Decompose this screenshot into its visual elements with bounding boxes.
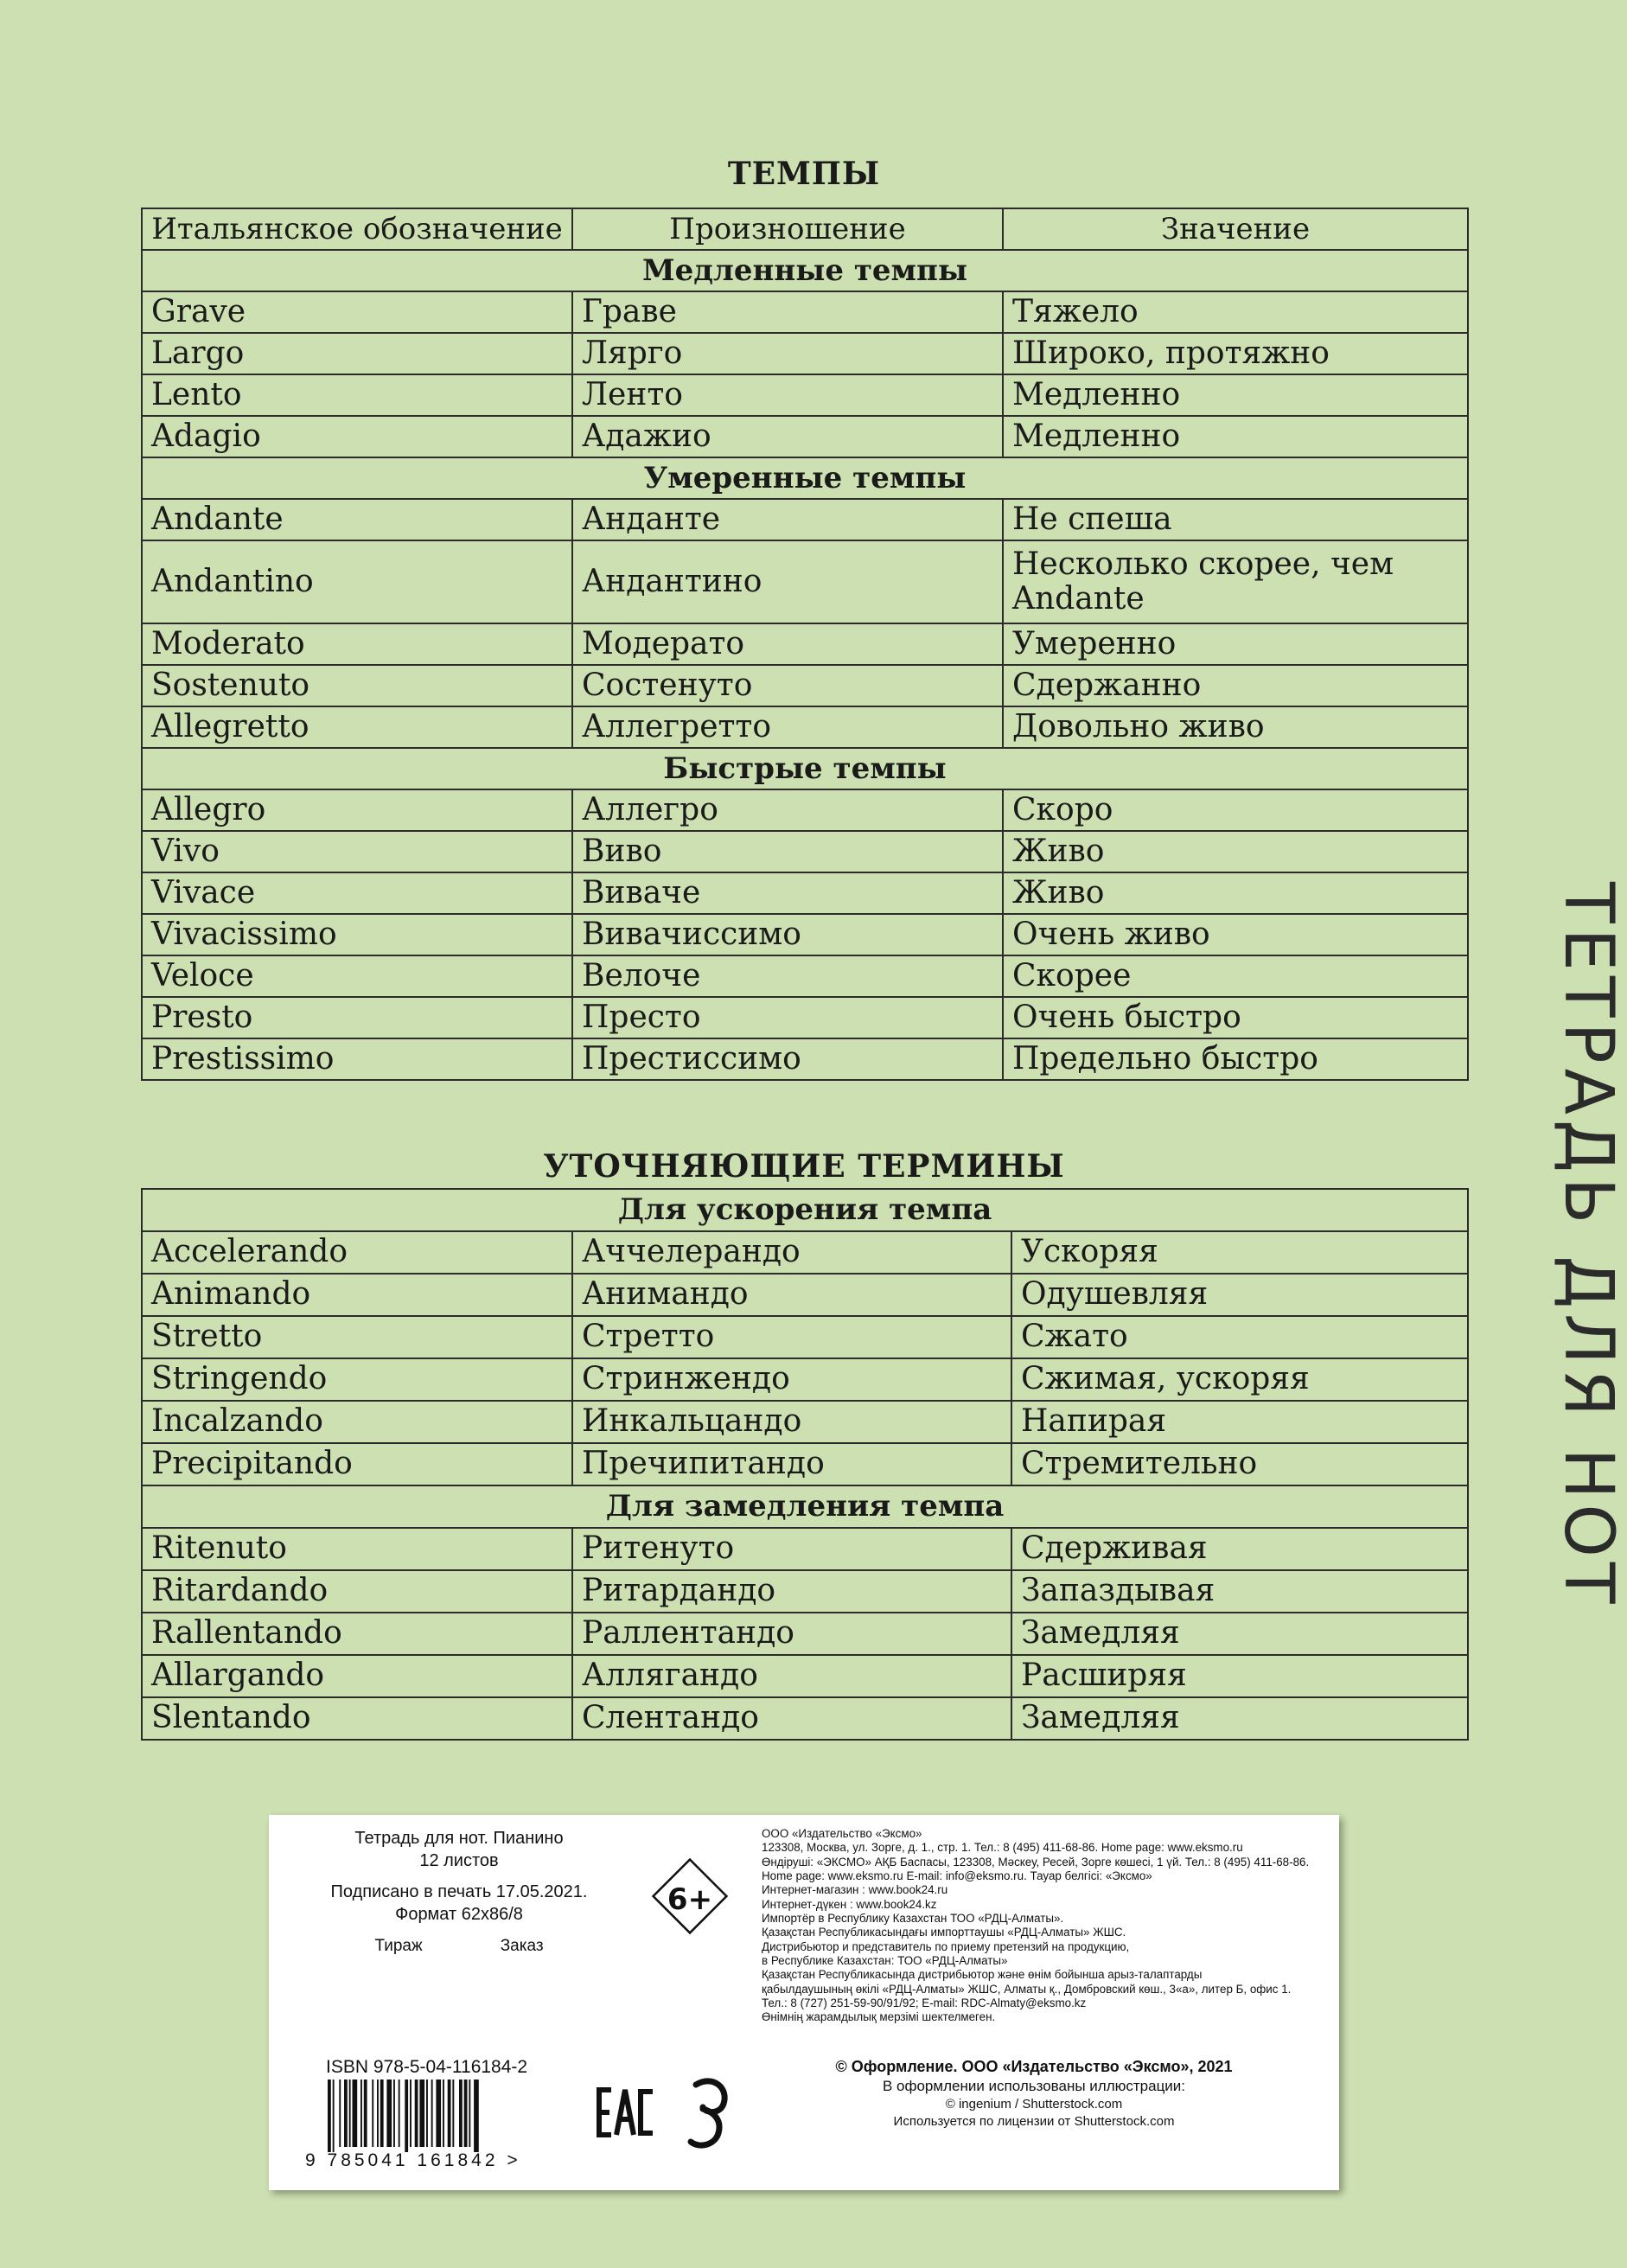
table-row (142, 1443, 1468, 1485)
tempos-title: ТЕМПЫ (727, 156, 881, 192)
header-row (142, 208, 1468, 250)
table-cell: Велоче (572, 955, 1003, 997)
table-cell: Adagio (142, 416, 572, 457)
illustration-credit: © ingenium / Shutterstock.com (945, 2097, 1123, 2112)
table-row (142, 499, 1468, 540)
table-cell: Анданте (572, 499, 1003, 540)
product-name: Тетрадь для нот. Пианино (354, 1829, 564, 1848)
imprint-product-info (286, 1827, 632, 1958)
copyright: © Оформление. ООО «Издательство «Эксмо», 2021 (835, 2058, 1233, 2075)
age-rating: 6+ (667, 1882, 713, 1917)
table-cell: Precipitando (142, 1443, 572, 1485)
table-cell: Медленно (1003, 374, 1468, 416)
table-cell: Анимандо (572, 1274, 1011, 1316)
table-cell: Grave (142, 291, 572, 333)
table-cell: Allegretto (142, 706, 572, 748)
license-note: Используется по лицензии от Shutterstock.com (893, 2113, 1175, 2129)
publisher-line: Интернет-дүкен : www.book24.kz (762, 1897, 937, 1911)
publisher-line: 123308, Москва, ул. Зорге, д. 1., стр. 1. Тел.: 8 (495) 411-68-86. Home page: www.eksmo.ru (762, 1841, 1243, 1855)
table-row (142, 831, 1468, 872)
table-row (142, 706, 1468, 748)
table-cell: Animando (142, 1274, 572, 1316)
table-cell: Граве (572, 291, 1003, 333)
table-cell: Стретто (572, 1316, 1011, 1358)
table-cell: Очень живо (1003, 914, 1468, 955)
table-cell: Prestissimo (142, 1038, 572, 1080)
run-label: Тираж (374, 1937, 423, 1955)
publisher-line: Өндіруші: «ЭКСМО» АҚБ Баспасы, 123308, Мәскеу, Ресей, Зорге көшесі, 1 үй. Тел.: 8 (495) 411-68-86. (762, 1855, 1310, 1869)
group-heading: Медленные темпы (142, 250, 1468, 291)
table-row (142, 955, 1468, 997)
table-cell: Запаздывая (1011, 1570, 1468, 1613)
table-cell: Довольно живо (1003, 706, 1468, 748)
table-cell: Ускоряя (1011, 1231, 1468, 1274)
table-cell: Раллентандо (572, 1613, 1011, 1655)
table-row (142, 333, 1468, 374)
table-cell: Престо (572, 997, 1003, 1038)
table-cell: Accelerando (142, 1231, 572, 1274)
table-cell: Rallentando (142, 1613, 572, 1655)
table-row (142, 623, 1468, 665)
terms-table (141, 1188, 1469, 1741)
tempos-table (141, 208, 1469, 1081)
publisher-line: Қазақстан Республикасында дистрибьютор және өнім бойынша арыз-талаптарды (762, 1968, 1203, 1982)
table-cell: Слентандо (572, 1697, 1011, 1740)
terms-title: УТОЧНЯЮЩИЕ ТЕРМИНЫ (543, 1148, 1065, 1185)
table-cell: Incalzando (142, 1401, 572, 1443)
isbn: ISBN 978-5-04-116184-2 (326, 2057, 528, 2077)
publisher-line: Қазақстан Республикасындағы импорттаушы «РДЦ-Алматы» ЖШС. (762, 1926, 1126, 1939)
table-row (142, 789, 1468, 831)
group-heading: Умеренные темпы (142, 457, 1468, 499)
table-row (142, 1570, 1468, 1613)
table-cell: Largo (142, 333, 572, 374)
imprint-box (269, 1815, 1339, 2190)
table-cell: Не спеша (1003, 499, 1468, 540)
table-cell: Andantino (142, 540, 572, 623)
table-cell: Сжато (1011, 1316, 1468, 1358)
table-row (142, 1358, 1468, 1401)
table-cell: Широко, протяжно (1003, 333, 1468, 374)
table-cell: Очень быстро (1003, 997, 1468, 1038)
table-cell: Andante (142, 499, 572, 540)
table-cell: Slentando (142, 1697, 572, 1740)
table-cell: Ritardando (142, 1570, 572, 1613)
table-cell: Скорее (1003, 955, 1468, 997)
table-row (142, 1528, 1468, 1570)
publisher-line: ООО «Издательство «Эксмо» (762, 1827, 922, 1840)
table-row (142, 914, 1468, 955)
column-header: Значение (1003, 208, 1468, 250)
table-row (142, 1655, 1468, 1697)
table-cell: Престиссимо (572, 1038, 1003, 1080)
table-cell: Замедляя (1011, 1697, 1468, 1740)
publisher-line: Интернет-магазин : www.book24.ru (762, 1883, 948, 1897)
table-cell: Вивачиссимо (572, 914, 1003, 955)
eac-mark-icon (596, 2085, 656, 2140)
table-cell: Ритардандо (572, 1570, 1011, 1613)
group-heading: Для ускорения темпа (142, 1189, 1468, 1231)
table-cell: Умеренно (1003, 623, 1468, 665)
group-heading: Быстрые темпы (142, 748, 1468, 789)
table-cell: Живо (1003, 831, 1468, 872)
table-row (142, 1401, 1468, 1443)
table-cell: Stringendo (142, 1358, 572, 1401)
table-cell: Ритенуто (572, 1528, 1011, 1570)
table-row (142, 540, 1468, 623)
table-row (142, 997, 1468, 1038)
table-row (142, 1316, 1468, 1358)
group-row (142, 1189, 1468, 1231)
table-row (142, 1274, 1468, 1316)
table-cell: Sostenuto (142, 665, 572, 706)
table-row (142, 1231, 1468, 1274)
table-cell: Аллегро (572, 789, 1003, 831)
table-row (142, 665, 1468, 706)
table-cell: Напирая (1011, 1401, 1468, 1443)
paper-format: Формат 62x86/8 (395, 1905, 523, 1924)
table-cell: Стремительно (1011, 1443, 1468, 1485)
side-title: ТЕТРАДЬ ДЛЯ НОТ (1549, 882, 1627, 1609)
table-cell: Инкальцандо (572, 1401, 1011, 1443)
table-row (142, 291, 1468, 333)
barcode-number: 9 785041 161842 > (305, 2150, 521, 2170)
table-cell: Moderato (142, 623, 572, 665)
table-cell: Расширяя (1011, 1655, 1468, 1697)
table-cell: Presto (142, 997, 572, 1038)
table-cell: Allargando (142, 1655, 572, 1697)
table-cell: Vivo (142, 831, 572, 872)
eksmo-logo-icon (684, 2074, 736, 2150)
table-cell: Медленно (1003, 416, 1468, 457)
table-cell: Lento (142, 374, 572, 416)
table-cell: Замедляя (1011, 1613, 1468, 1655)
signed-date: Подписано в печать 17.05.2021. (330, 1882, 588, 1901)
group-heading: Для замедления темпа (142, 1485, 1468, 1528)
table-cell: Живо (1003, 872, 1468, 914)
table-cell: Vivacissimo (142, 914, 572, 955)
publisher-info (762, 1827, 1324, 2025)
publisher-line: Импортёр в Республику Казахстан ТОО «РДЦ-Алматы». (762, 1912, 1064, 1926)
table-cell: Стринжендо (572, 1358, 1011, 1401)
table-cell: Vivace (142, 872, 572, 914)
table-row (142, 1697, 1468, 1740)
publisher-line: Тел.: 8 (727) 251-59-90/91/92; E-mail: RDC-Almaty@eksmo.kz (762, 1996, 1087, 2010)
table-row (142, 872, 1468, 914)
illustrations-note: В оформлении использованы иллюстрации: (882, 2078, 1186, 2095)
publisher-line: қабылдаушының өкілі «РДЦ-Алматы» ЖШС, Алматы қ., Домбровский көш., 3«а», литер Б, офис 1. (762, 1982, 1292, 1996)
table-cell: Состенуто (572, 665, 1003, 706)
table-cell: Адажио (572, 416, 1003, 457)
publisher-line: в Республике Казахстан: ТОО «РДЦ-Алматы» (762, 1954, 1008, 1968)
table-cell: Несколько скорее, чем Andante (1003, 540, 1468, 623)
table-cell: Сдерживая (1011, 1528, 1468, 1570)
sheet-count: 12 листов (419, 1851, 499, 1870)
table-cell: Аллягандо (572, 1655, 1011, 1697)
group-row (142, 748, 1468, 789)
table-row (142, 1613, 1468, 1655)
table-cell: Предельно быстро (1003, 1038, 1468, 1080)
table-cell: Сдержанно (1003, 665, 1468, 706)
table-cell: Stretto (142, 1316, 572, 1358)
table-cell: Виво (572, 831, 1003, 872)
table-cell: Виваче (572, 872, 1003, 914)
table-cell: Veloce (142, 955, 572, 997)
table-cell: Аллегретто (572, 706, 1003, 748)
table-cell: Модерато (572, 623, 1003, 665)
table-row (142, 416, 1468, 457)
table-cell: Ritenuto (142, 1528, 572, 1570)
column-header: Произношение (572, 208, 1003, 250)
publisher-line: Home page: www.eksmo.ru E-mail: info@eksmo.ru. Тауар белгісі: «Эксмо» (762, 1869, 1152, 1883)
table-cell: Тяжело (1003, 291, 1468, 333)
table-cell: Андантино (572, 540, 1003, 623)
copyright-block (788, 2057, 1280, 2130)
column-header: Итальянское обозначение (142, 208, 572, 250)
table-cell: Аччелерандо (572, 1231, 1011, 1274)
table-cell: Сжимая, ускоряя (1011, 1358, 1468, 1401)
order-label: Заказ (500, 1937, 544, 1955)
table-row (142, 1038, 1468, 1080)
table-cell: Ленто (572, 374, 1003, 416)
barcode-icon (326, 2080, 538, 2152)
table-cell: Пречипитандо (572, 1443, 1011, 1485)
group-row (142, 1485, 1468, 1528)
table-cell: Одушевляя (1011, 1274, 1468, 1316)
publisher-line: Дистрибьютор и представитель по приему претензий на продукцию, (762, 1939, 1130, 1953)
publisher-line: Өнімнің жарамдылық мерзімі шектелмеген. (762, 2010, 996, 2024)
table-cell: Скоро (1003, 789, 1468, 831)
table-cell: Allegro (142, 789, 572, 831)
table-row (142, 374, 1468, 416)
group-row (142, 457, 1468, 499)
table-cell: Лярго (572, 333, 1003, 374)
group-row (142, 250, 1468, 291)
